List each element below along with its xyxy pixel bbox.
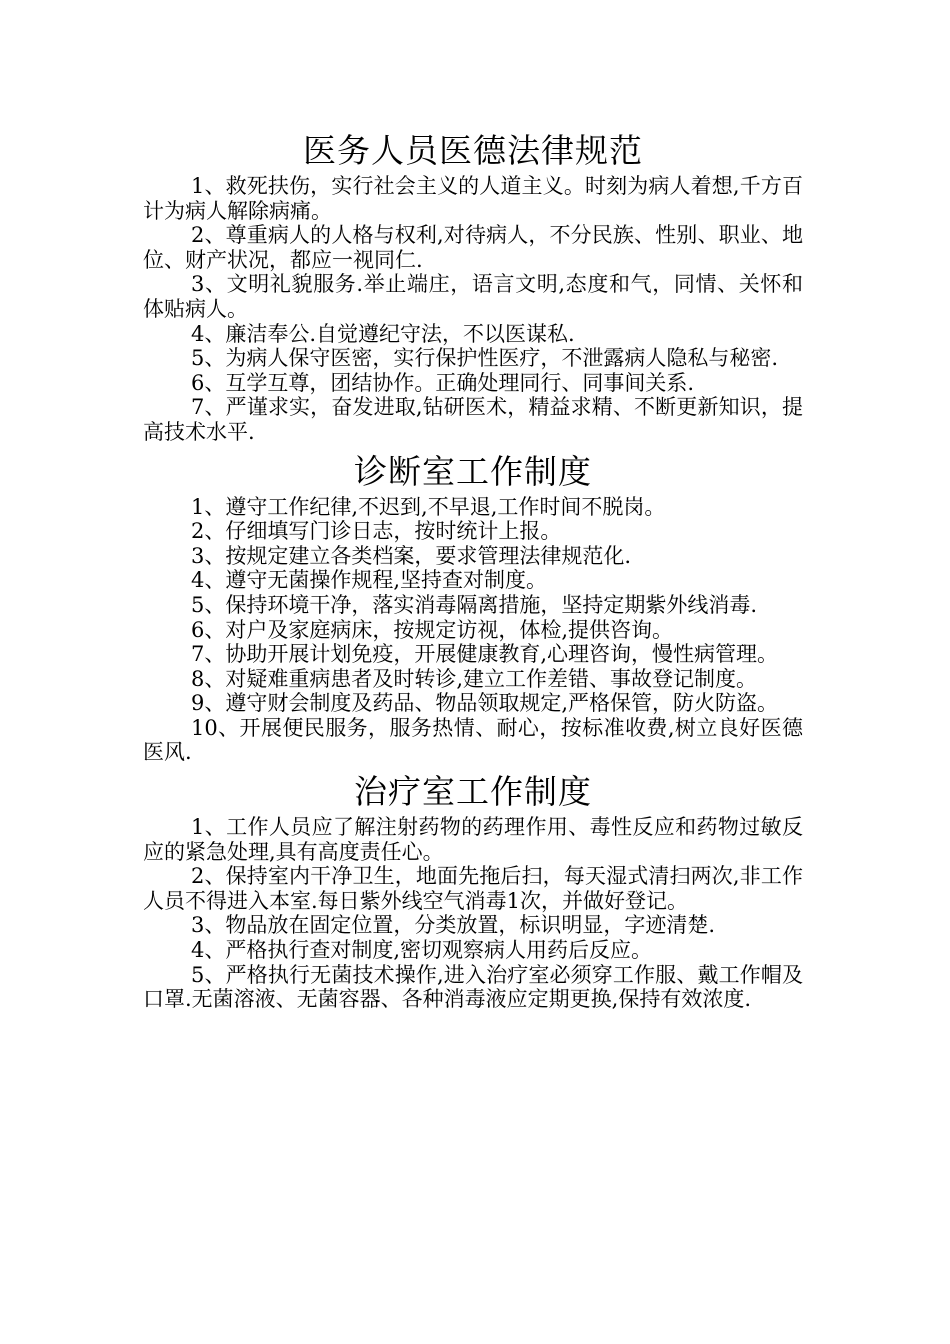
list-item: 6、互学互尊，团结协作。正确处理同行、同事间关系. xyxy=(191,370,695,395)
list-item: 9、遵守财会制度及药品、物品领取规定,严格保管，防火防盗。 xyxy=(191,691,779,716)
section-diagnosis-room-rules xyxy=(143,449,803,766)
list-item: 3、物品放在固定位置，分类放置，标识明显，字迹清楚. xyxy=(191,913,716,938)
section-ethics-norms xyxy=(143,128,803,445)
list-item: 3、文明礼貌服务.举止端庄，语言文明,态度和气，同情、关怀和体贴病人。 xyxy=(143,272,803,321)
list-item: 1、工作人员应了解注射药物的药理作用、毒性反应和药物过敏反应的紧急处理,具有高度责任心。 xyxy=(143,815,803,864)
list-item: 7、协助开展计划免疫，开展健康教育,心理咨询，慢性病管理。 xyxy=(191,642,779,667)
list-item: 4、严格执行查对制度,密切观察病人用药后反应。 xyxy=(191,938,653,963)
list-item: 2、保持室内干净卫生，地面先拖后扫，每天湿式清扫两次,非工作人员不得进入本室.每日紫外线空气消毒1次，并做好登记。 xyxy=(143,864,803,913)
list-item: 1、遵守工作纪律,不迟到,不早退,工作时间不脱岗。 xyxy=(191,494,666,519)
list-item: 1、救死扶伤，实行社会主义的人道主义。时刻为病人着想,千方百计为病人解除病痛。 xyxy=(143,174,803,223)
list-item: 3、按规定建立各类档案，要求管理法律规范化. xyxy=(191,543,632,568)
section-title: 诊断室工作制度 xyxy=(354,451,592,491)
list-item: 5、为病人保守医密，实行保护性医疗，不泄露病人隐私与秘密. xyxy=(191,346,779,371)
list-item: 10、开展便民服务，服务热情、耐心，按标准收费,树立良好医德医风. xyxy=(143,715,803,765)
list-item: 6、对户及家庭病床，按规定访视，体检,提供咨询。 xyxy=(191,617,674,642)
section-title: 医务人员医德法律规范 xyxy=(303,131,643,170)
list-item: 2、仔细填写门诊日志，按时统计上报。 xyxy=(191,519,562,544)
section-treatment-room-rules xyxy=(143,769,803,1012)
list-item: 5、严格执行无菌技术操作,进入治疗室必须穿工作服、戴工作帽及口罩.无菌溶液、无菌容器、各种消毒液应定期更换,保持有效浓度. xyxy=(143,962,803,1012)
list-item: 2、尊重病人的人格与权利,对待病人，不分民族、性别、职业、地位、财产状况，都应一视同仁. xyxy=(143,223,803,272)
list-item: 5、保持环境干净，落实消毒隔离措施，坚持定期紫外线消毒. xyxy=(191,592,758,617)
list-item: 7、严谨求实，奋发进取,钻研医术，精益求精、不断更新知识，提高技术水平. xyxy=(143,395,803,444)
list-item: 8、对疑难重病患者及时转诊,建立工作差错、事故登记制度。 xyxy=(191,666,758,691)
list-item: 4、遵守无菌操作规程,坚持查对制度。 xyxy=(191,568,548,593)
section-title: 治疗室工作制度 xyxy=(354,772,592,812)
document-page xyxy=(143,128,803,1012)
list-item: 4、廉洁奉公.自觉遵纪守法，不以医谋私. xyxy=(191,321,575,346)
